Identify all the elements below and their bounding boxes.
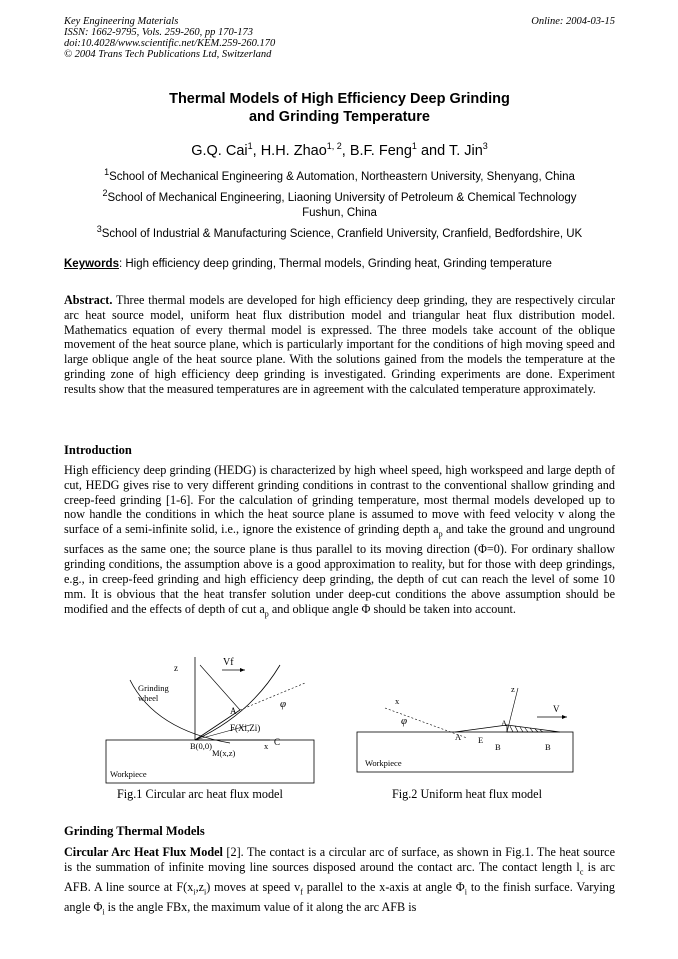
introduction-paragraph (64, 463, 615, 622)
title-line-2: and Grinding Temperature (248, 109, 430, 125)
affiliation-text: School of Industrial & Manufacturing Science, Cranfield University, Cranfield, Bedfordshire, UK (101, 227, 583, 240)
author-list (64, 136, 615, 161)
intro-text-3: and oblique angle Φ should be taken into account. (268, 601, 516, 616)
section-heading-grinding-models: Grinding Thermal Models (64, 824, 205, 838)
keywords-label: Keywords (64, 258, 119, 270)
model-text-3: ) moves at speed v (206, 880, 301, 895)
fig1-label-vf: Vf (223, 657, 234, 668)
fig2-label-B2: B (545, 742, 551, 752)
author-name: G.Q. Cai (191, 142, 248, 159)
author-name: T. Jin (448, 142, 483, 159)
author-sup: 3 (482, 141, 488, 151)
model-text-5: to the finish surface. Varying angle Φ (64, 880, 615, 915)
copyright-line: © 2004 Trans Tech Publications Ltd, Switzerland (64, 49, 272, 60)
fig1-label-wheel: wheel (138, 693, 159, 703)
intro-text-1: High efficiency deep grinding (HEDG) is characterized by high wheel speed, high workspeed and large depth of cut, HEDG gives rise to very different grinding conditions in contrast to the conventional shallow grinding and creep-feed grinding [1-6]. For the calculation of grinding temperature, most thermal models developed up to now handle the conditions in which the heat source plane is assumed to move with feed velocity v along the surface of a semi-infinite solid, i.e., ignore the existence of grinding depth a (64, 463, 615, 537)
fig2-label-z: z (511, 684, 515, 694)
model-sub-6: i (102, 907, 105, 917)
author-sep: and (416, 142, 449, 159)
affiliation-2 (64, 186, 615, 221)
model-sub-3: i (204, 887, 207, 897)
affiliation-sup: 3 (96, 224, 102, 234)
affiliation-sup: 2 (102, 188, 108, 198)
line-A-top (200, 665, 240, 710)
heat-plane (455, 725, 507, 732)
abstract-label: Abstract. (64, 293, 113, 307)
fig1-label-M: M(x,z) (212, 748, 236, 758)
keywords-text: High efficiency deep grinding, Thermal models, Grinding heat, Grinding temperature (125, 258, 552, 270)
affiliation-text: School of Mechanical Engineering, Liaoning University of Petroleum & Chemical Technology (107, 191, 577, 204)
keywords: Keywords: High efficiency deep grinding, Thermal models, Grinding heat, Grinding temperature (64, 258, 552, 270)
fig2-label-E: E (478, 735, 484, 745)
oblique-line (240, 683, 305, 710)
affiliation-text-line2: Fushun, China (302, 206, 377, 219)
intro-text-2: and take the ground and unground surfaces as the same one; the source plane is thus parallel to its moving direction (Φ=0). For ordinary shallow grinding conditions, the assumption above is a good approximation to reality, but for those with deep grindings, e.g., in creep-feed grinding and high efficiency deep grinding, the depth of cut can reach the level of some 10 mm. It is obvious that the heat transfer solution under deep-cut conditions the above assumption should be modified and the effects of depth of cut a (64, 522, 616, 616)
fig2-label-workpiece: Workpiece (365, 758, 402, 768)
author-sup: 1 (411, 141, 417, 151)
fig1-label-A: A (230, 706, 237, 716)
fig1-label-grinding: Grinding (138, 683, 169, 693)
doi-line[interactable]: doi:10.4028/www.scientific.net/KEM.259-260.170 (64, 38, 276, 49)
affiliation-sup: 1 (104, 167, 110, 177)
title-line-1: Thermal Models of High Efficiency Deep Grinding (169, 91, 510, 107)
author-sep: , (252, 142, 261, 159)
affiliation-3 (64, 222, 615, 242)
author-name: H.H. Zhao (260, 142, 327, 159)
author-sup: 1 (247, 141, 253, 151)
v-arrowhead (562, 715, 567, 719)
figure-2-caption: Fig.2 Uniform heat flux model (392, 787, 542, 801)
fig1-label-F: F(Xi,Zi) (230, 723, 261, 733)
figure-2-uniform-flux-diagram (355, 680, 580, 780)
journal-name: Key Engineering Materials (64, 16, 179, 27)
fig1-label-C: C (274, 737, 281, 747)
fig2-label-V: V (553, 704, 560, 714)
paper-title (64, 90, 615, 126)
author-sup: 1, 2 (326, 141, 342, 151)
fig1-label-workpiece: Workpiece (110, 769, 147, 779)
abstract-text: Three thermal models are developed for high efficiency deep grinding, they are respectively circular arc heat source model, uniform heat flux distribution model and triangular heat flux distribution model. Mathematics equation of every thermal model is expressed. The three models take account of the oblique movement of the heat source plane, which is particularly important for the conditions of high moving speed and large oblique angle of the heat source plane. With the solutions gained from the models the temperature at the grinding zone of high efficiency deep grinding is investigated. Grinding experiments are done. Experiment results show that the measured temperatures are in agreement with the calculated temperature approximately. (64, 293, 615, 396)
grinding-models-paragraph (64, 845, 615, 921)
fig1-label-z: z (174, 663, 178, 673)
fig1-label-x: x (264, 741, 269, 751)
journal-header (64, 16, 464, 60)
model-label: Circular Arc Heat Flux Model (64, 845, 223, 859)
model-text-1: The contact is a circular arc of surface, as shown in Fig.1. The heat source is the summation of infinite moving line sources disposed around the contact arc. The contact length l (64, 845, 616, 874)
model-ref: [2]. (222, 845, 244, 859)
fig2-label-A-top: A (501, 718, 508, 728)
affiliation-1 (64, 165, 615, 185)
model-text-2b: ,z (195, 880, 205, 895)
model-sub-5: i (464, 887, 467, 897)
vf-arrowhead (240, 668, 245, 672)
fig1-label-B: B(0,0) (190, 741, 212, 751)
section-heading-introduction: Introduction (64, 443, 132, 457)
abstract (64, 293, 615, 397)
issn-line: ISSN: 1662-9795, Vols. 259-260, pp 170-173 (64, 27, 253, 38)
model-sub-2: i (193, 887, 196, 897)
fig2-label-x: x (395, 696, 400, 706)
figure-1-circular-arc-diagram (100, 655, 315, 785)
fig2-label-B: B (495, 742, 501, 752)
affiliation-text: School of Mechanical Engineering & Automation, Northeastern University, Shenyang, China (109, 170, 575, 183)
model-text-2: is arc AFB. A line source at F(x (64, 859, 615, 895)
model-sub-4: f (300, 887, 303, 897)
intro-sub-1: p (438, 529, 443, 539)
author-sep: , (341, 142, 350, 159)
model-text-6: is the angle FBx, the maximum value of it along the arc AFB is (104, 900, 417, 915)
fig2-label-A: A (455, 732, 462, 742)
figure-1-caption: Fig.1 Circular arc heat flux model (117, 787, 283, 801)
author-name: B.F. Feng (349, 142, 412, 159)
fig1-label-phi: φ (280, 698, 287, 710)
model-text-4: parallel to the x-axis at angle Φ (302, 880, 465, 895)
model-sub-1: c (579, 867, 584, 877)
fig2-label-phi: φ (401, 715, 408, 727)
online-date: Online: 2004-03-15 (531, 16, 615, 27)
intro-sub-2: p (264, 609, 269, 619)
